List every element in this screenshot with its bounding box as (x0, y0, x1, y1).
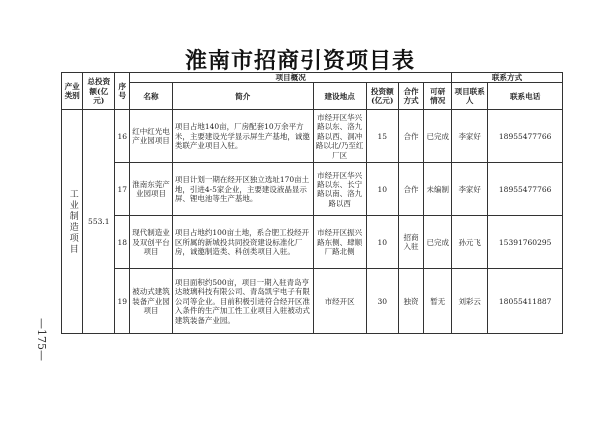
row-phone: 15391760295 (488, 216, 563, 269)
row-coop: 独资 (398, 269, 424, 334)
row-invest: 10 (366, 163, 398, 216)
row-intro: 项目占地约100亩土地，系合肥工投经开区所属的新城投共同投资建设标准化厂房，诚邀制造类、科创类项目入驻。 (172, 216, 313, 269)
header-feasibility: 可研情况 (424, 83, 452, 110)
row-location: 市经开区 (313, 269, 366, 334)
header-overview: 项目概况 (130, 73, 452, 83)
header-invest: 投资额(亿元) (366, 83, 398, 110)
header-phone: 联系电话 (488, 83, 563, 110)
header-industry: 产业类别 (62, 73, 83, 110)
row-seq: 18 (115, 216, 130, 269)
row-invest: 15 (366, 110, 398, 163)
row-coop: 合作 (398, 110, 424, 163)
row-seq: 17 (115, 163, 130, 216)
row-feasibility: 未编制 (424, 163, 452, 216)
table-row (62, 110, 563, 163)
row-invest: 10 (366, 216, 398, 269)
table-row (62, 163, 563, 216)
header-name: 名称 (130, 83, 173, 110)
row-feasibility: 已完成 (424, 110, 452, 163)
row-location: 市经开区振兴路东侧、肆顺厂路北侧 (313, 216, 366, 269)
row-feasibility: 暂无 (424, 269, 452, 334)
row-name: 红中红光电产业园项目 (130, 110, 173, 163)
industry-label: 工业制造项目 (67, 188, 78, 255)
row-phone: 18955477766 (488, 163, 563, 216)
row-intro: 项目计划一期在经开区独立选址170亩土地，引进4-5家企业，主要建设液晶显示屏、锂电池等生产基地。 (172, 163, 313, 216)
header-intro: 简介 (172, 83, 313, 110)
row-seq: 16 (115, 110, 130, 163)
row-feasibility: 已完成 (424, 216, 452, 269)
row-coop: 招商入驻 (398, 216, 424, 269)
header-contact-person: 项目联系人 (452, 83, 488, 110)
header-coop: 合作方式 (398, 83, 424, 110)
row-intro: 项目占地140亩，厂房配套10万余平方米，主要建设光学显示屏生产基地，诚邀类联产业项目入驻。 (172, 110, 313, 163)
header-location: 建设地点 (313, 83, 366, 110)
row-location: 市经开区华兴路以东、长宁路以南、洛九路以西 (313, 163, 366, 216)
row-contact: 李家好 (452, 163, 488, 216)
total-investment-cell: 553.1 (83, 110, 115, 334)
row-location: 市经开区华兴路以东、洛九路以西、洞冲路以北/乃至红厂区 (313, 110, 366, 163)
row-contact: 李家好 (452, 110, 488, 163)
row-name: 现代制造业及双创平台项目 (130, 216, 173, 269)
row-name: 淮南东莞产业园项目 (130, 163, 173, 216)
table-row (62, 216, 563, 269)
row-contact: 刘彩云 (452, 269, 488, 334)
header-seq: 序号 (115, 73, 130, 110)
investment-table (61, 72, 563, 334)
page-title: 淮南市招商引资项目表 (184, 49, 415, 74)
row-coop: 合作 (398, 163, 424, 216)
row-name: 被动式建筑装备产业园项目 (130, 269, 173, 334)
row-contact: 孙元飞 (452, 216, 488, 269)
row-phone: 18955477766 (488, 110, 563, 163)
industry-cell (62, 110, 83, 334)
row-intro: 项目面积约500亩，项目一期入驻青岛亨达玻璃科技有限公司、青岛凯宇电子有限公司等企业。目前积极引进符合经开区准入条件的生产加工性工业项目入驻被动式建筑装备产业园。 (172, 269, 313, 334)
header-total: 总投资额(亿元) (83, 73, 115, 110)
row-phone: 18055411887 (488, 269, 563, 334)
table-row (62, 269, 563, 334)
row-seq: 19 (115, 269, 130, 334)
row-invest: 30 (366, 269, 398, 334)
page-number: —175— (35, 318, 48, 361)
header-contact-group: 联系方式 (452, 73, 563, 83)
